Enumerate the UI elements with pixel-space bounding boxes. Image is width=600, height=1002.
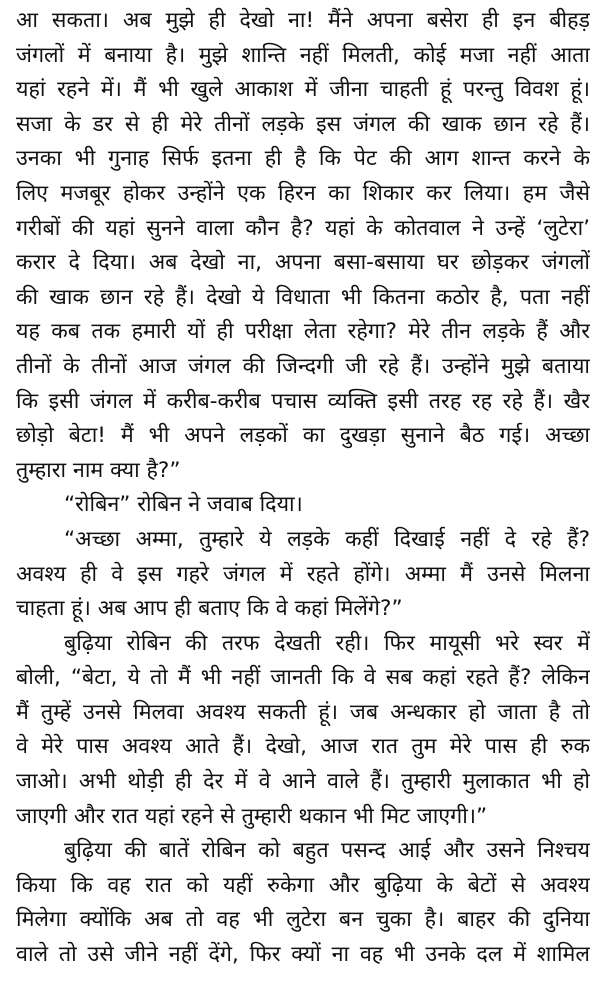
text-line: बुढ़िया की बातें रोबिन को बहुत पसन्द आई और उसने निश्चय bbox=[64, 838, 590, 864]
text-line: “अच्छा अम्मा, तुम्हारे ये लड़के कहीं दिखाई नहीं दे रहे हैं? bbox=[64, 526, 590, 552]
paragraph-4 bbox=[16, 627, 590, 800]
text-line: गरीबों की यहां सुनने वाला कौन है? यहां के कोतवाल ने उन्हें ‘लुटेरा’ bbox=[16, 215, 590, 241]
text-line: “रोबिन” रोबिन ने जवाब दिया। bbox=[64, 492, 303, 518]
paragraph-2 bbox=[16, 488, 590, 523]
paragraph-3 bbox=[16, 523, 590, 592]
text-line: सजा के डर से ही मेरे तीनों लड़के इस जंगल की खाक छान रहे हैं। bbox=[16, 111, 590, 137]
text-line: करार दे दिया। अब देखो ना, अपना बसा-बसाया घर छोड़कर जंगलों bbox=[16, 250, 590, 276]
paragraph-5 bbox=[16, 834, 590, 972]
text-line: जंगलों में बनाया है। मुझे शान्ति नहीं मिलती, कोई मजा नहीं आता bbox=[16, 42, 590, 68]
text-line: आ सकता। अब मुझे ही देखो ना! मैंने अपना बसेरा ही इन बीहड़ bbox=[16, 8, 590, 33]
text-line: बुढ़िया रोबिन की तरफ देखती रही। फिर मायूसी भरे स्वर में bbox=[64, 630, 590, 656]
text-line: की खाक छान रहे हैं। देखो ये विधाता भी कितना कठोर है, पता नहीं bbox=[16, 284, 590, 310]
text-line: उनका भी गुनाह सिर्फ इतना ही है कि पेट की आग शान्त करने के bbox=[16, 146, 590, 172]
text-line: छोड़ो बेटा! मैं भी अपने लड़कों का दुखड़ा सुनाने बैठ गई। अच्छा bbox=[16, 423, 590, 449]
paragraph-3-end bbox=[16, 592, 590, 627]
text-line: जाएगी और रात यहां रहने से तुम्हारी थकान भी मिट जाएगी।” bbox=[16, 803, 488, 829]
text-line: यहां रहने में। मैं भी खुले आकाश में जीना चाहती हूं परन्तु विवश हूं। bbox=[16, 77, 590, 103]
text-line: वे मेरे पास अवश्य आते हैं। देखो, आज रात तुम मेरे पास ही रुक bbox=[16, 734, 590, 760]
text-line: यह कब तक हमारी यों ही परीक्षा लेता रहेगा? मेरे तीन लड़के हैं और bbox=[16, 319, 590, 345]
text-line: कि इसी जंगल में करीब-करीब पचास व्यक्ति इसी तरह रह रहे हैं। खैर bbox=[16, 388, 590, 414]
text-line: वाले तो उसे जीने नहीं देंगे, फिर क्यों ना वह भी उनके दल में शामिल bbox=[16, 942, 590, 968]
text-line: बोली, “बेटा, ये तो मैं भी नहीं जानती कि वे सब कहां रहते हैं? लेकिन bbox=[16, 665, 590, 691]
text-line: किया कि वह रात को यहीं रुकेगा और बुढ़िया के बेटों से अवश्य bbox=[16, 872, 590, 898]
text-line: जाओ। अभी थोड़ी ही देर में वे आने वाले हैं। तुम्हारी मुलाकात भी हो bbox=[16, 769, 590, 795]
text-line: मैं तुम्हें उनसे मिलवा अवश्य सकती हूं। जब अन्धकार हो जाता है तो bbox=[16, 699, 590, 725]
paragraph-1 bbox=[16, 4, 590, 454]
text-line: चाहता हूं। अब आप ही बताए कि वे कहां मिलेंगे?” bbox=[16, 596, 403, 622]
text-line: लिए मजबूर होकर उन्होंने एक हिरन का शिकार कर लिया। हम जैसे bbox=[16, 180, 590, 206]
text-line: मिलेगा क्योंकि अब तो वह भी लुटेरा बन चुका है। बाहर की दुनिया bbox=[16, 907, 590, 933]
text-line: तीनों के तीनों आज जंगल की जिन्दगी जी रहे हैं। उन्होंने मुझे बताया bbox=[16, 353, 590, 379]
paragraph-4-end bbox=[16, 800, 590, 835]
text-line: तुम्हारा नाम क्या है?” bbox=[16, 457, 181, 483]
paragraph-1-end bbox=[16, 454, 590, 489]
text-line: अवश्य ही वे इस गहरे जंगल में रहते होंगे। अम्मा मैं उनसे मिलना bbox=[16, 561, 590, 587]
